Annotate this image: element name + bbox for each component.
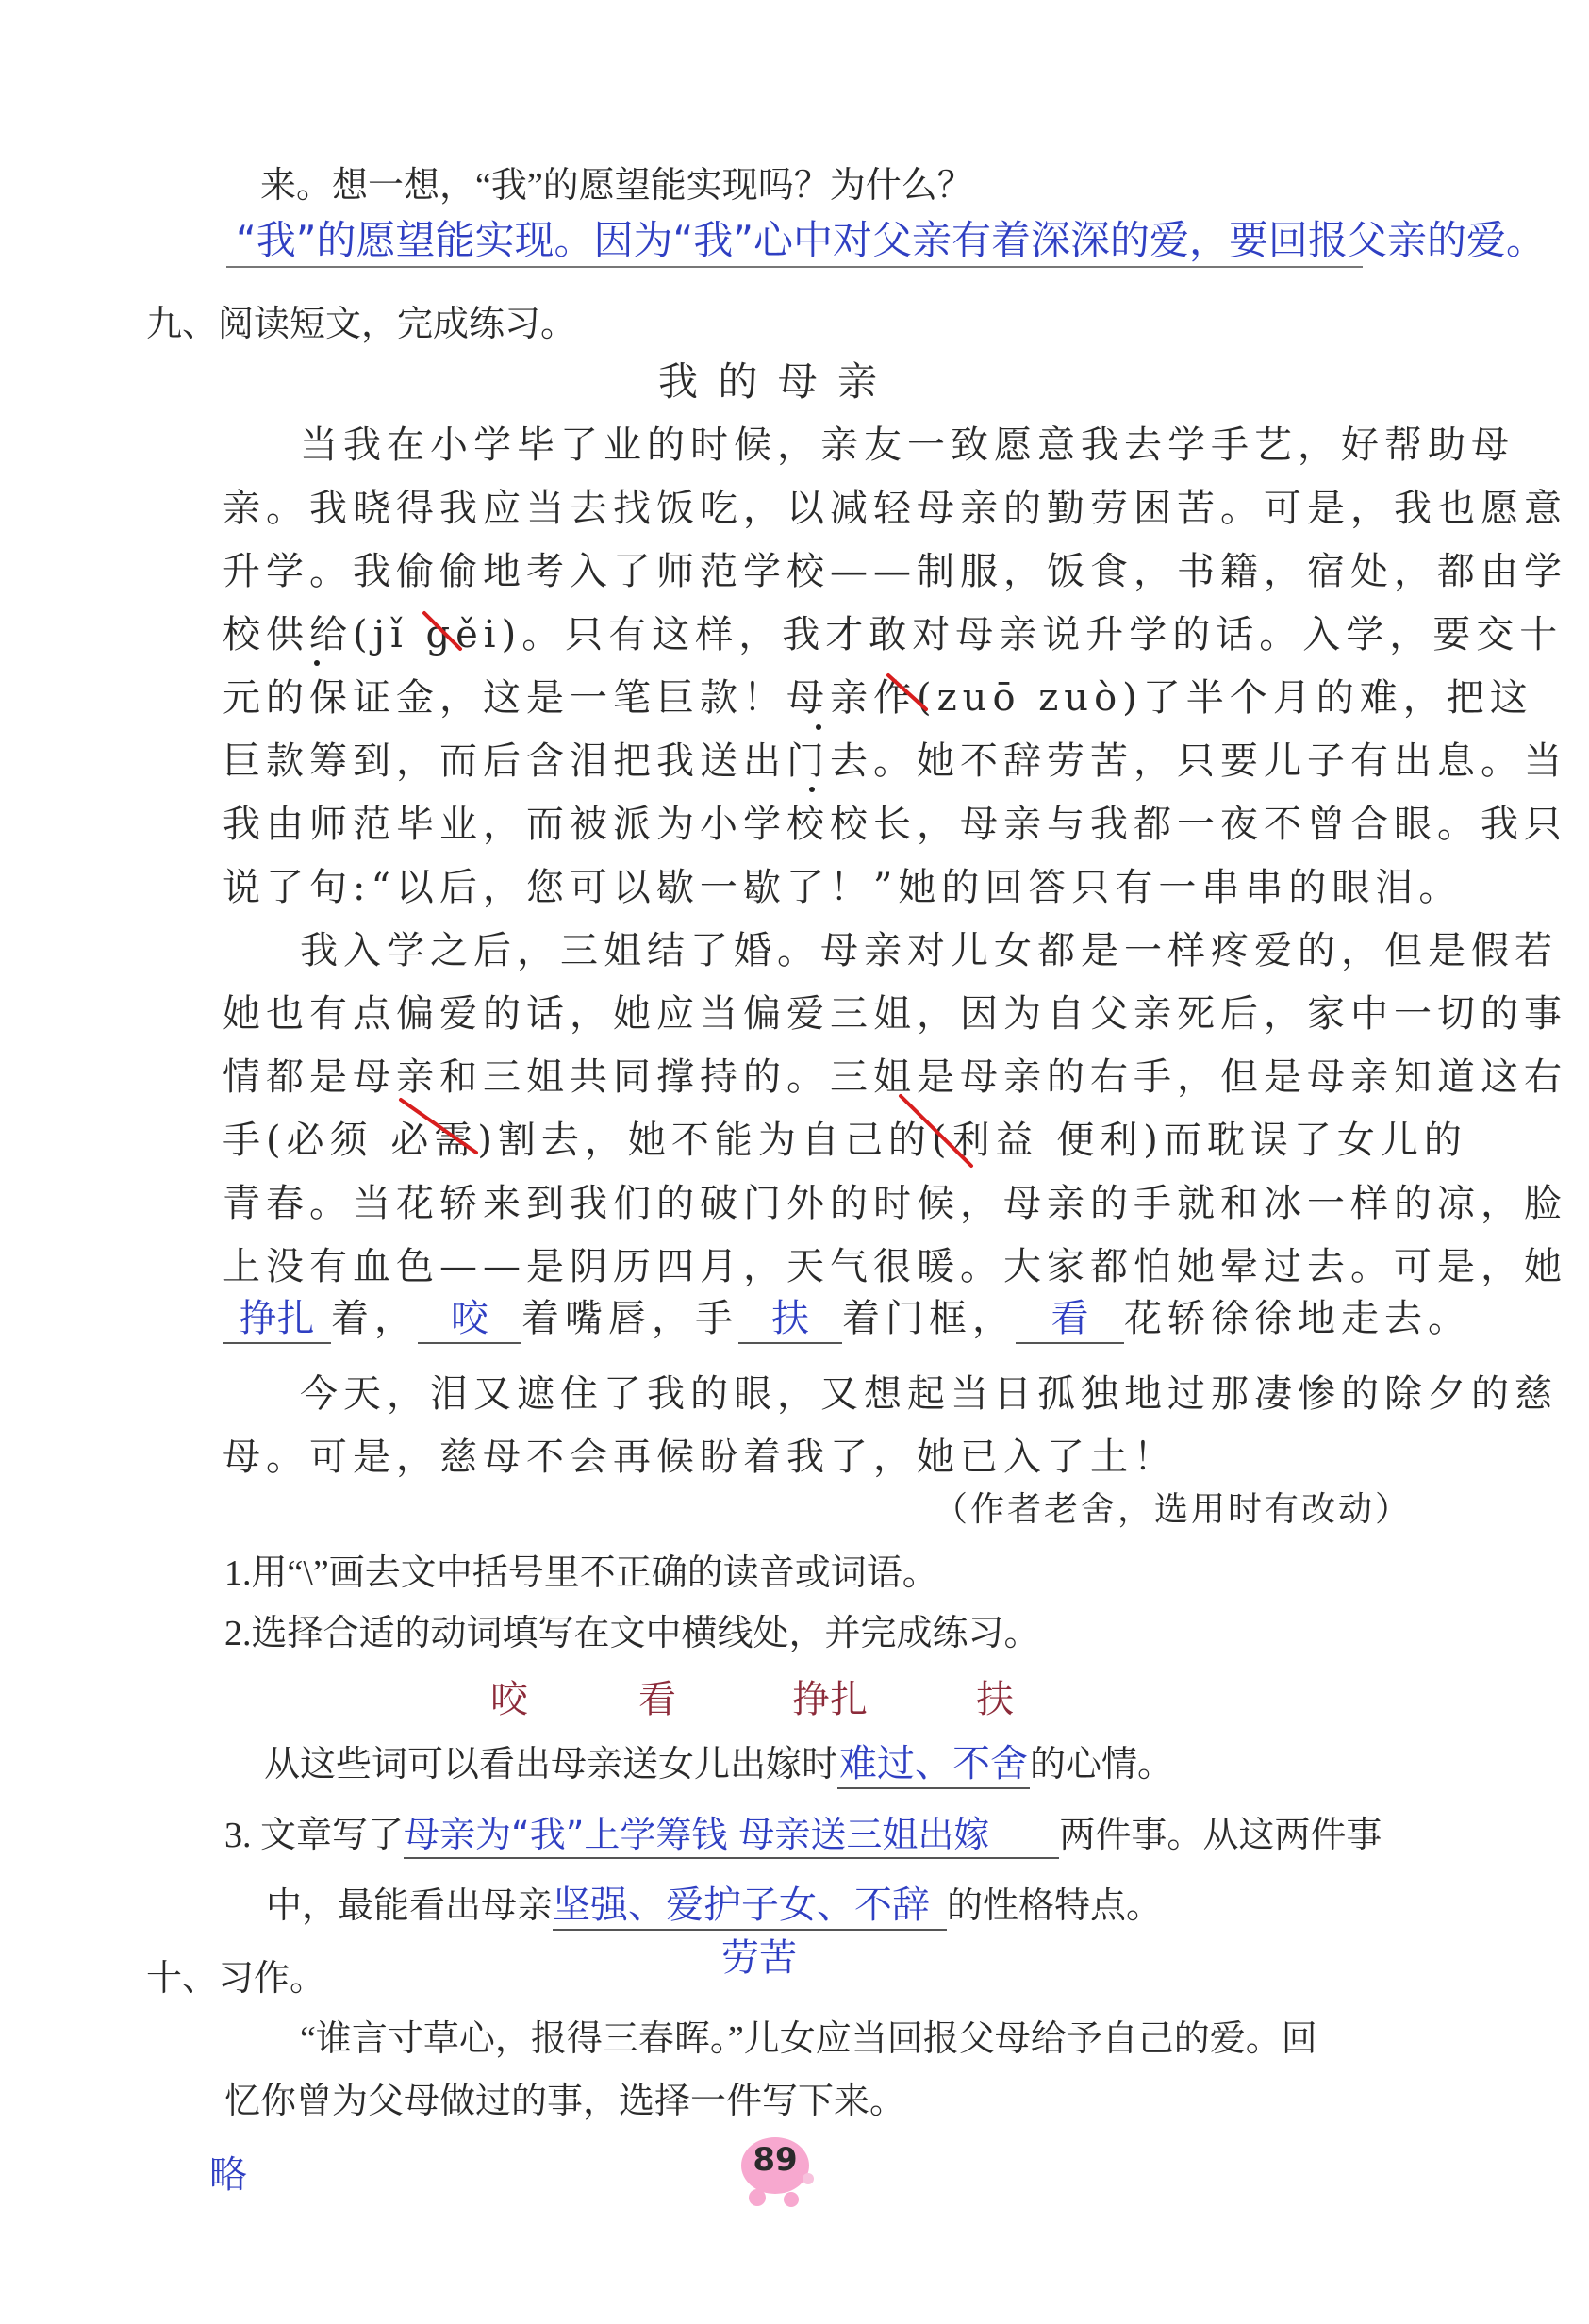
word-bank-item: 看 bbox=[638, 1678, 676, 1721]
p2-fill-text: 花轿徐徐地走去。 bbox=[1124, 1297, 1471, 1340]
p1-line: 当我在小学毕了业的时候，亲友一致愿意我去学手艺，好帮助母 bbox=[300, 423, 1515, 467]
ex3-line2-prefix: 中，最能看出母亲 bbox=[266, 1886, 554, 1926]
p2-fill-text: 着嘴唇，手 bbox=[521, 1297, 738, 1340]
p3-line: 母。可是，慈母不会再候盼着我了，她已入了土！ bbox=[223, 1436, 1177, 1479]
p1-line: 巨款筹到，而后含泪把我送出门去。她不辞劳苦，只要儿子有出息。当 bbox=[223, 739, 1567, 783]
strike-mark bbox=[401, 1100, 476, 1153]
blank-4: 看 bbox=[1016, 1288, 1124, 1344]
ex3-prefix: 3. 文章写了 bbox=[224, 1816, 405, 1855]
p1-line: 说了句:“以后，您可以歇一歇了！”她的回答只有一串串的眼泪。 bbox=[223, 866, 1463, 909]
page-number-badge bbox=[731, 2133, 819, 2209]
ex3-answer-2: 母亲送三姐出嫁 bbox=[727, 1805, 1059, 1859]
q10-heading: 十、习作。 bbox=[146, 1959, 326, 1999]
word-bank-item: 挣扎 bbox=[792, 1678, 868, 1721]
p2-line: 上没有血色——是阴历四月，天气很暖。大家都怕她晕过去。可是，她 bbox=[223, 1245, 1567, 1288]
ex2-answer: 难过、不舍 bbox=[837, 1734, 1030, 1789]
p3-line: 今天，泪又遮住了我的眼，又想起当日孤独地过那凄惨的除夕的慈 bbox=[300, 1372, 1558, 1416]
strike-mark bbox=[888, 675, 926, 709]
q8-answer: “我”的愿望能实现。因为“我”心中对父亲有着深深的爱，要回报父亲的爱。 bbox=[236, 217, 1547, 263]
ex2-suffix: 的心情。 bbox=[1030, 1745, 1174, 1784]
q10-prompt-line: “谁言寸草心，报得三春晖。”儿女应当回报父母给予自己的爱。回 bbox=[300, 2019, 1317, 2059]
ex3-suffix: 两件事。从这两件事 bbox=[1059, 1816, 1382, 1855]
exercise-1: 1.用“\”画去文中括号里不正确的读音或词语。 bbox=[224, 1553, 938, 1593]
q10-prompt-line: 忆你曾为父母做过的事，选择一件写下来。 bbox=[224, 2082, 906, 2121]
p2-line: 她也有点偏爱的话，她应当偏爱三姐，因为自父亲死后，家中一切的事 bbox=[223, 992, 1567, 1036]
blank-3: 扶 bbox=[738, 1288, 842, 1344]
p2-line: 我入学之后，三姐结了婚。母亲对儿女都是一样疼爱的，但是假若 bbox=[300, 929, 1558, 972]
ex3-answer-3: 坚强、爱护子女、不辞 bbox=[553, 1875, 947, 1931]
q10-answer: 略 bbox=[209, 2153, 247, 2197]
p2-line: 手(必须 必需)割去，她不能为自己的(利益 便利)而耽误了女儿的 bbox=[223, 1119, 1467, 1162]
p2-line: 青春。当花轿来到我们的破门外的时候，母亲的手就和冰一样的凉，脸 bbox=[223, 1182, 1567, 1225]
q8-question-text: 来。想一想，“我”的愿望能实现吗？为什么？ bbox=[260, 166, 973, 206]
ex3-line2-suffix: 的性格特点。 bbox=[947, 1886, 1163, 1926]
exercise-2-line bbox=[264, 1734, 1173, 1789]
exercise-3-line2 bbox=[266, 1875, 1162, 1931]
ex3-answer-1: 母亲为“我”上学筹钱 bbox=[404, 1805, 727, 1859]
p2-fill-text: 着， bbox=[331, 1297, 418, 1340]
p1-line: 亲。我晓得我应当去找饭吃，以减轻母亲的勤劳困苦。可是，我也愿意 bbox=[223, 487, 1567, 530]
source-note: （作者老舍，选用时有改动） bbox=[934, 1490, 1413, 1529]
ex2-prefix: 从这些词可以看出母亲送女儿出嫁时 bbox=[264, 1745, 838, 1784]
blank-2: 咬 bbox=[418, 1288, 521, 1344]
p1-line: 元的保证金，这是一笔巨款！母亲作(zuō zuò)了半个月的难，把这 bbox=[223, 676, 1533, 720]
p1-line: 我由师范毕业，而被派为小学校校长，母亲与我都一夜不曾合眼。我只 bbox=[223, 803, 1567, 846]
ex3-answer-3-cont: 劳苦 bbox=[721, 1936, 797, 1980]
p2-fill-text: 着门框， bbox=[842, 1297, 1016, 1340]
exercise-2: 2.选择合适的动词填写在文中横线处，并完成练习。 bbox=[224, 1614, 1040, 1653]
word-bank-item: 扶 bbox=[976, 1678, 1014, 1721]
page-number: 89 bbox=[753, 2141, 798, 2179]
p1-line: 校供给(jǐ gěi)。只有这样，我才敢对母亲说升学的话。入学，要交十 bbox=[223, 613, 1564, 656]
blank-1: 挣扎 bbox=[223, 1288, 331, 1344]
q9-heading: 九、阅读短文，完成练习。 bbox=[146, 305, 577, 344]
p2-line: 情都是母亲和三姐共同撑持的。三姐是母亲的右手，但是母亲知道这右 bbox=[223, 1055, 1567, 1099]
word-bank-item: 咬 bbox=[490, 1678, 528, 1721]
p1-line: 升学。我偷偷地考入了师范学校——制服，饭食，书籍，宿处，都由学 bbox=[223, 550, 1567, 593]
strike-mark bbox=[424, 613, 460, 649]
article-title: 我 的 母 亲 bbox=[658, 358, 882, 405]
exercise-3-line1 bbox=[224, 1805, 1382, 1859]
strike-mark bbox=[901, 1096, 971, 1166]
